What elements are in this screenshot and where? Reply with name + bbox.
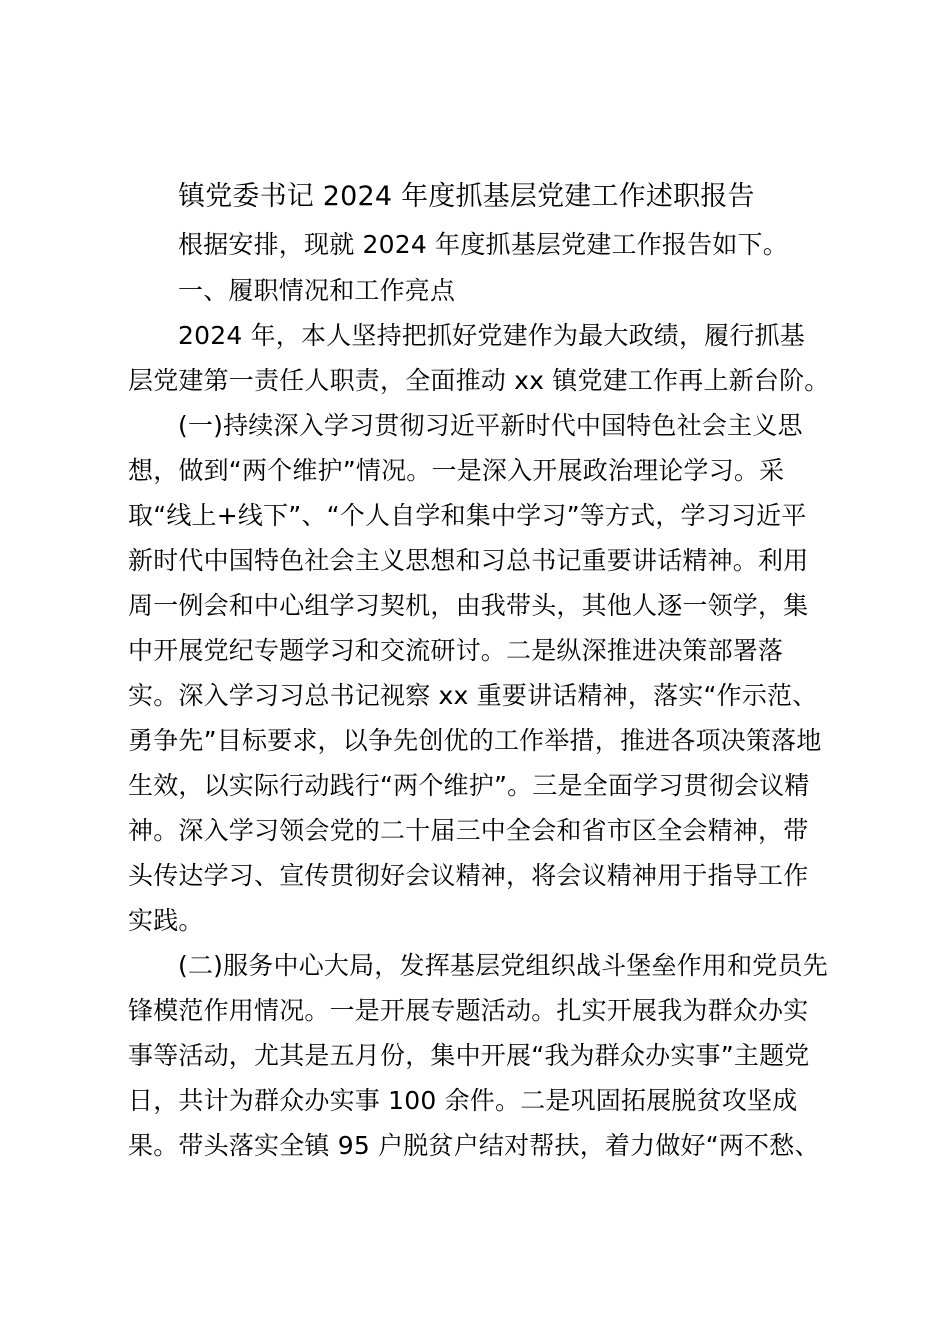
paragraph-line: (二)服务中心大局，发挥基层党组织战斗堡垒作用和党员先 [178,951,828,980]
paragraph-line: 日，共计为群众办实事 100 余件。二是巩固拓展脱贫攻坚成 [128,1086,798,1115]
paragraph-line: 锋模范作用情况。一是开展专题活动。扎实开展我为群众办实 [128,996,809,1025]
paragraph-line: 想，做到“两个维护”情况。一是深入开展政治理论学习。采 [128,456,785,485]
paragraph-line: 果。带头落实全镇 95 户脱贫户结对帮扶，着力做好“两不愁、 [128,1131,820,1160]
paragraph-line: 层党建第一责任人职责，全面推动 xx 镇党建工作再上新台阶。 [128,366,830,395]
paragraph-line: 头传达学习、宣传贯彻好会议精神，将会议精神用于指导工作 [128,861,809,890]
paragraph-line: 2024 年，本人坚持把抓好党建作为最大政绩，履行抓基 [178,321,805,350]
paragraph-line: 勇争先”目标要求，以争先创优的工作举措，推进各项决策落地 [128,726,822,755]
paragraph-line: 实践。 [128,906,204,935]
paragraph-line: 根据安排，现就 2024 年度抓基层党建工作报告如下。 [178,230,788,259]
paragraph-line: 新时代中国特色社会主义思想和习总书记重要讲话精神。利用 [128,546,809,575]
section-heading: 一、履职情况和工作亮点 [178,276,456,305]
paragraph-line: 神。深入学习领会党的二十届三中全会和省市区全会精神，带 [128,816,809,845]
paragraph-line: 中开展党纪专题学习和交流研讨。二是纵深推进决策部署落 [128,636,784,665]
document-title: 镇党委书记 2024 年度抓基层党建工作述职报告 [178,181,755,212]
paragraph-line: 取“线上+线下”、“个人自学和集中学习”等方式，学习习近平 [128,501,807,530]
paragraph-line: 生效，以实际行动践行“两个维护”。三是全面学习贯彻会议精 [128,771,810,800]
paragraph-line: 实。深入学习习总书记视察 xx 重要讲话精神，落实“作示范、 [128,681,818,710]
paragraph-line: 事等活动，尤其是五月份，集中开展“我为群众办实事”主题党 [128,1041,810,1070]
paragraph-line: 周一例会和中心组学习契机，由我带头，其他人逐一领学，集 [128,591,809,620]
paragraph-line: (一)持续深入学习贯彻习近平新时代中国特色社会主义思 [178,411,803,440]
